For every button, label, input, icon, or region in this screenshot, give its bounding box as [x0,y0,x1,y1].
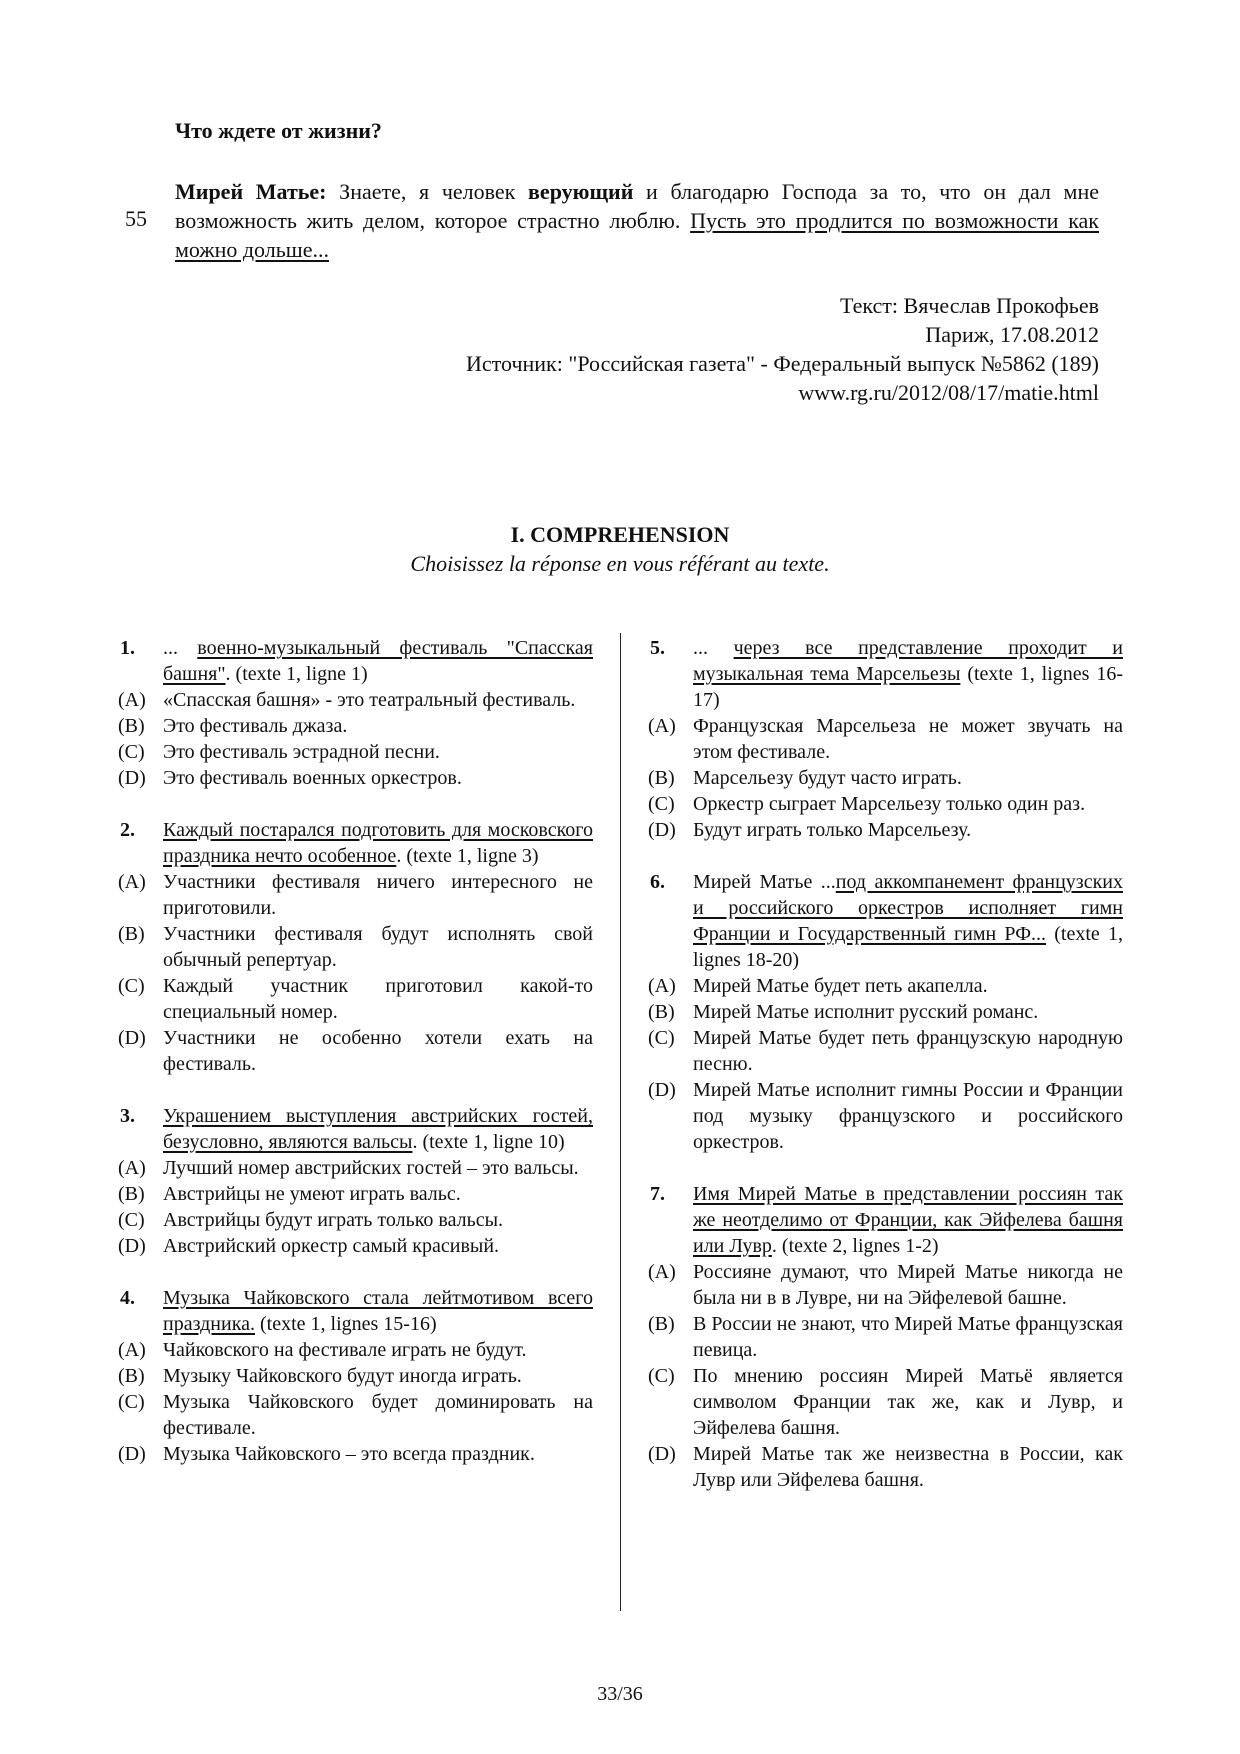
option-letter: (B) [648,1001,675,1023]
option-letter: (D) [648,819,676,841]
column-divider [620,633,621,1611]
option-letter: (B) [118,715,145,737]
stem-reference: . (texte 1, ligne 3) [396,845,539,867]
stem-prefix: Мирей Матье ... [693,871,836,893]
answer-option [118,1155,593,1181]
question-body [648,635,1124,843]
answer-option [118,1207,593,1233]
credit-source: Источник: "Российская газета" - Федеральный выпуск №5862 (189) [466,351,1099,376]
option-letter: (C) [648,1027,675,1049]
stem-reference: (texte 1, lignes 18-20) [693,923,1123,971]
option-text: Оркестр сыграет Марсельезу только один раз. [693,793,1086,815]
question-item [118,1103,593,1259]
option-text: Это фестиваль эстрадной песни. [163,741,440,763]
question-item [648,635,1123,843]
option-letter: (D) [648,1443,676,1465]
option-letter: (B) [118,1183,145,1205]
option-text: «Спасская башня» - это театральный фестиваль. [163,689,576,711]
section-subtitle: Choisissez la réponse en vous référant au texte. [410,551,830,576]
stem-reference: (texte 1, lignes 16-17) [693,663,1124,711]
section-title: I. COMPREHENSION [510,522,730,547]
option-letter: (C) [648,793,675,815]
question-item [118,635,593,791]
option-text: В России не знают, что Мирей Матье французская певица. [693,1313,1123,1361]
option-letter: (C) [648,1365,675,1387]
option-letter: (A) [118,871,146,893]
option-letter: (B) [118,923,145,945]
credit-url: www.rg.ru/2012/08/17/matie.html [798,380,1099,405]
option-text: Лучший номер австрийских гостей – это вальсы. [163,1157,579,1179]
option-letter: (B) [648,767,675,789]
stem-quote: Музыка Чайковского стала лейтмотивом всего праздника. [163,1287,593,1335]
answer-underlined: Пусть это продлится по возможности как можно дольше... [175,208,1099,262]
option-letter: (D) [118,1235,146,1257]
option-text: Австрийцы будут играть только вальсы. [163,1209,504,1231]
answer-option [118,1389,593,1441]
option-text: Мирей Матье исполнит русский романс. [693,1001,1039,1023]
stem-reference: . (texte 2, lignes 1-2) [771,1235,939,1257]
option-letter: (D) [118,767,146,789]
option-text: Россияне думают, что Мирей Матье никогда не была ни в в Лувре, ни на Эйфелевой башне. [693,1261,1123,1309]
option-text: Участники фестиваля ничего интересного не приготовили. [163,871,593,919]
answer-option [118,713,593,739]
answer-option [118,869,593,921]
question-number: 1. [120,637,135,659]
option-letter: (D) [118,1443,146,1465]
stem-quote: Каждый постарался подготовить для московского праздника нечто особенное [163,819,593,867]
option-letter: (A) [648,975,676,997]
question-number: 2. [120,819,135,841]
questions-right-column [648,635,1123,1493]
question-stem [163,817,593,869]
answer-option [648,1363,1123,1441]
answer-option [118,1233,593,1259]
answer-bold-word: верующий [528,179,634,204]
question-body [118,1285,593,1467]
credits [466,291,1099,407]
question-stem [163,635,593,687]
option-letter: (C) [118,975,145,997]
question-body [118,635,594,791]
question-body [648,869,1123,1155]
option-letter: (D) [648,1079,676,1101]
option-text: Австрийский оркестр самый красивый. [163,1235,500,1257]
stem-reference: (texte 1, lignes 15-16) [255,1313,437,1335]
answer-option [648,1441,1123,1493]
question-item [648,869,1123,1155]
answer-option [648,973,1123,999]
option-text: Чайковского на фестивале играть не будут. [163,1339,527,1361]
option-text: Мирей Матье будет петь французскую народную песню. [693,1027,1123,1075]
option-text: Музыку Чайковского будут иногда играть. [163,1365,522,1387]
page-number: 33/36 [597,1683,643,1705]
interview-question: Что ждете от жизни? [175,118,382,143]
credit-author: Текст: Вячеслав Прокофьев [840,293,1099,318]
question-number: 7. [650,1183,665,1205]
option-text: Это фестиваль джаза. [163,715,348,737]
option-letter: (A) [118,689,146,711]
question-stem [693,869,1123,973]
option-text: Мирей Матье будет петь акапелла. [693,975,988,997]
question-item [118,1285,593,1467]
interview-answer [175,177,1099,264]
option-text: Музыка Чайковского будет доминировать на фестивале. [163,1391,593,1439]
stem-prefix: ... [693,637,734,659]
option-letter: (B) [648,1313,675,1335]
option-text: Участники не особенно хотели ехать на фестиваль. [163,1027,593,1075]
question-number: 5. [650,637,665,659]
answer-option [648,1077,1123,1155]
answer-text-2: и благодарю Господа за то, что он дал мне возможность жить делом, которое страстно люблю. [175,179,1100,233]
option-text: Австрийцы не умеют играть вальс. [163,1183,461,1205]
option-text: Будут играть только Марсельезу. [693,819,972,841]
option-letter: (C) [118,741,145,763]
question-stem [693,1181,1123,1259]
question-number: 6. [650,871,665,893]
option-letter: (C) [118,1391,145,1413]
question-item [118,817,593,1077]
option-text: Музыка Чайковского – это всегда праздник. [163,1443,535,1465]
option-letter: (C) [118,1209,145,1231]
stem-prefix: ... [163,637,198,659]
answer-option [118,687,593,713]
question-number: 4. [120,1287,135,1309]
answer-option [648,999,1123,1025]
stem-reference: . (texte 1, ligne 10) [412,1131,565,1153]
answer-option [118,921,593,973]
answer-option [648,765,1123,791]
answer-option [118,1025,593,1077]
stem-quote: через все представление проходит и музыкальная тема Марсельезы [693,637,1123,685]
question-body [118,817,593,1077]
option-letter: (A) [648,715,676,737]
question-item [648,1181,1123,1493]
answer-option [648,791,1123,817]
answer-option [648,1311,1123,1363]
option-letter: (D) [118,1027,146,1049]
answer-option [118,1441,593,1467]
stem-quote: Украшением выступления австрийских гостей, безусловно, являются вальсы [163,1105,593,1153]
questions-left-column [118,635,593,1467]
question-stem [163,1285,593,1337]
answer-option [118,1363,593,1389]
question-stem [163,1103,593,1155]
question-body [118,1103,593,1259]
answer-option [118,739,593,765]
option-letter: (A) [118,1157,146,1179]
option-letter: (B) [118,1365,145,1387]
answer-option [648,1259,1123,1311]
line-number: 55 [125,206,147,231]
option-text: Мирей Матье исполнит гимны России и Франции под музыку французского и российского оркестров. [693,1079,1123,1153]
option-text: Это фестиваль военных оркестров. [163,767,462,789]
answer-option [118,765,593,791]
speaker-name: Мирей Матье: [175,179,327,204]
option-text: Мирей Матье так же неизвестна в России, как Лувр или Эйфелева башня. [693,1443,1123,1491]
question-stem [693,635,1123,713]
answer-option [118,973,593,1025]
stem-quote: военно-музыкальный фестиваль "Спасская башня" [163,637,594,685]
option-text: По мнению россиян Мирей Матьё является символом Франции так же, как и Лувр, и Эйфелева башня. [693,1365,1123,1439]
option-text: Французская Марсельеза не может звучать на этом фестивале. [693,715,1123,763]
option-text: Участники фестиваля будут исполнять свой обычный репертуар. [163,923,593,971]
credit-place-date: Париж, 17.08.2012 [925,322,1099,347]
answer-option [118,1181,593,1207]
answer-option [118,1337,593,1363]
option-letter: (A) [648,1261,676,1283]
stem-quote: Имя Мирей Матье в представлении россиян так же неотделимо от Франции, как Эйфелева башня или Лувр [693,1183,1123,1257]
stem-quote: под аккомпанемент французских и российского оркестров исполняет гимн Франции и Государственный гимн РФ... [693,871,1123,945]
option-text: Каждый участник приготовил какой-то специальный номер. [163,975,593,1023]
answer-option [648,713,1123,765]
question-number: 3. [120,1105,135,1127]
answer-option [648,1025,1123,1077]
question-body [648,1181,1123,1493]
option-letter: (A) [118,1339,146,1361]
option-text: Марсельезу будут часто играть. [693,767,962,789]
stem-reference: . (texte 1, ligne 1) [225,663,368,685]
answer-text-1: Знаете, я человек [326,179,529,204]
answer-option [648,817,1123,843]
